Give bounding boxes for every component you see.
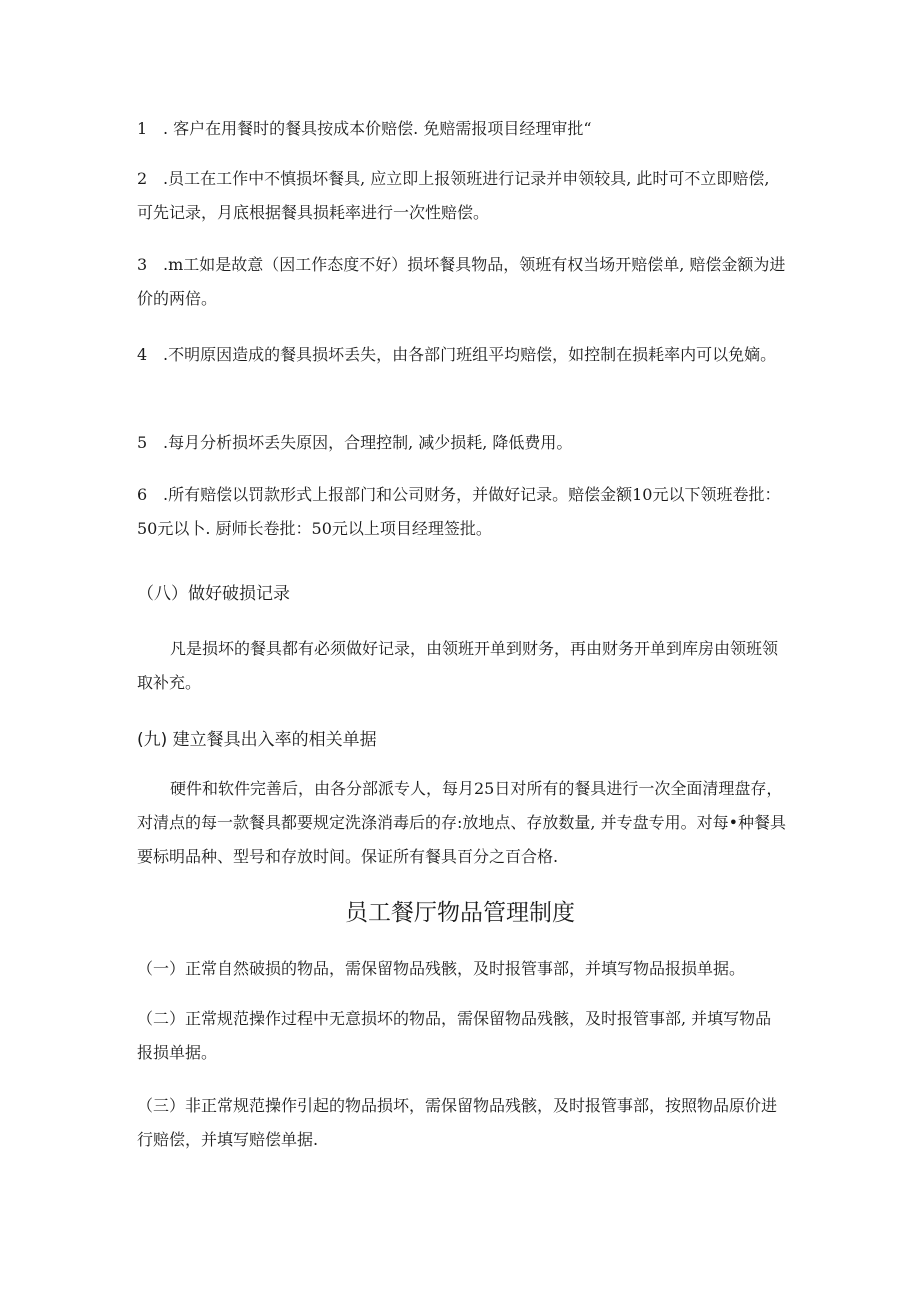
item-text: .所有赔偿以罚款形式上报部门和公司财务，并做好记录。赔偿金额10元以下领班卷批：50元以卜. 厨师长卷批：50元以上项目经理签批。 [137, 485, 781, 538]
compensation-item-4 [137, 338, 787, 372]
item-text: . 客户在用餐时的餐具按成本价赔偿. 免赔需报项目经理审批“ [163, 119, 592, 138]
section-heading-8: （八）做好破损记录 [137, 584, 290, 604]
rule-item-3: （三）非正常规范操作引起的物品损坏，需保留物品残骸，及时报管事部，按照物品原价进行赔偿，并填写赔偿单据. [137, 1096, 778, 1149]
item-number: 5 [137, 433, 148, 452]
compensation-item-6 [137, 478, 787, 546]
compensation-item-2 [137, 162, 787, 230]
section-body-9: 硬件和软件完善后，由各分部派专人，每月25日对所有的餐具进行一次全面清理盘存，对清点的每一款餐具都要规定洗涤消毒后的存:放地点、存放数量, 并专盘专用。对每•种餐具要标明品种、型号和存放时间。保证所有餐具百分之百合格. [137, 779, 787, 866]
item-text: .不明原因造成的餐具损坏丢失，由各部门班组平均赔偿，如控制在损耗率内可以免嫡。 [163, 345, 777, 364]
item-text: .每月分析损坏丢失原因，合理控制, 减少损耗, 降低费用。 [163, 433, 573, 452]
compensation-item-5 [137, 426, 787, 460]
section-heading-9: (九) 建立餐具出入率的相关单据 [137, 730, 377, 750]
item-number: 4 [137, 345, 148, 364]
section-body-8: 凡是损坏的餐具都有必须做好记录，由领班开单到财务，再由财务开单到库房由领班领取补充。 [137, 639, 779, 692]
item-number: 6 [137, 485, 148, 504]
item-text: .m工如是故意（因工作态度不好）损坏餐具物品，领班有权当场开赔偿单, 赔偿金额为进价的两倍。 [137, 255, 786, 308]
rule-item-2: （二）正常规范操作过程中无意损坏的物品，需保留物品残骸，及时报管事部, 并填写物品报损单据。 [137, 1009, 772, 1062]
compensation-item-3 [137, 248, 787, 316]
document-title: 员工餐厅物品管理制度 [345, 900, 575, 926]
item-number: 3 [137, 255, 148, 274]
item-text: .员工在工作中不慎损坏餐具, 应立即上报领班进行记录并申领较具, 此时可不立即赔偿, 可先记录，月底根据餐具损耗率进行一次性赔偿。 [137, 169, 770, 222]
item-number: 2 [137, 169, 148, 188]
item-number: 1 [137, 119, 148, 138]
rule-item-1: （一）正常自然破损的物品，需保留物品残骸，及时报管事部，并填写物品报损单据。 [137, 959, 746, 978]
compensation-item-1 [137, 112, 787, 146]
